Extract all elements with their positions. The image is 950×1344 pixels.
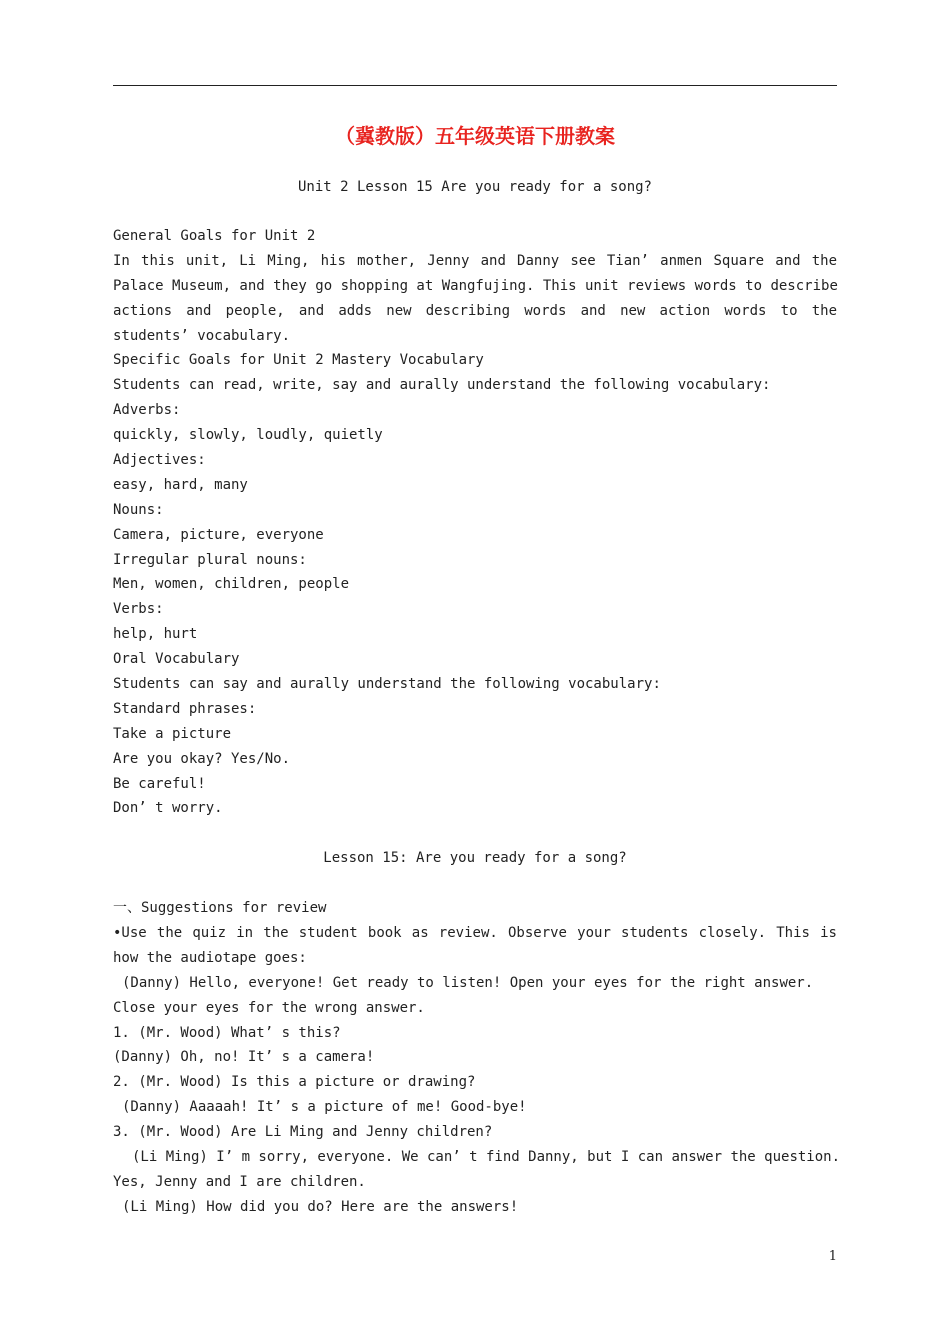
specific-goals-heading: Specific Goals for Unit 2 Mastery Vocabulary: [113, 352, 484, 369]
oral-vocabulary-heading: Oral Vocabulary: [113, 651, 240, 668]
answer-line: (Li Ming) I’ m sorry, everyone. We can’ t find Danny, but I can answer the question.: [132, 1148, 841, 1165]
verbs-label: Verbs:: [113, 601, 164, 618]
intro-line: Palace Museum, and they go shopping at Wangfujing. This unit reviews words to describe: [113, 277, 838, 294]
header-rule: [113, 85, 837, 86]
answer-line: (Danny) Oh, no! It’ s a camera!: [113, 1049, 375, 1066]
review-bullet: how the audiotape goes:: [113, 949, 307, 966]
document-body: [113, 226, 841, 1222]
lesson-subtitle: Unit 2 Lesson 15 Are you ready for a song?: [297, 179, 652, 195]
intro-line: students’ vocabulary.: [113, 327, 291, 344]
answer-line: Yes, Jenny and I are children.: [113, 1173, 366, 1190]
spacer: [113, 873, 837, 898]
page-number: 1: [828, 1249, 837, 1264]
spacer: [113, 823, 837, 848]
adjectives-list: easy, hard, many: [113, 476, 248, 493]
question-line: 3. (Mr. Wood) Are Li Ming and Jenny children?: [113, 1124, 493, 1141]
nouns-list: Camera, picture, everyone: [113, 526, 324, 543]
phrase-item: Be careful!: [113, 775, 206, 792]
lesson-heading: Lesson 15: Are you ready for a song?: [323, 850, 627, 867]
adjectives-label: Adjectives:: [113, 452, 206, 469]
mastery-intro: Students can read, write, say and aurally understand the following vocabulary:: [113, 377, 771, 394]
document-title: （冀教版）五年级英语下册教案: [335, 124, 615, 148]
question-line: 2. (Mr. Wood) Is this a picture or drawing?: [113, 1074, 476, 1091]
dialogue-line: (Danny) Hello, everyone! Get ready to listen! Open your eyes for the right answer.: [122, 974, 814, 991]
dialogue-line: Close your eyes for the wrong answer.: [113, 999, 425, 1016]
intro-line: actions and people, and adds new describing words and new action words to the: [113, 302, 837, 319]
irregular-plural-label: Irregular plural nouns:: [113, 551, 307, 568]
irregular-plural-list: Men, women, children, people: [113, 576, 350, 593]
general-goals-heading: General Goals for Unit 2: [113, 228, 316, 244]
adverbs-label: Adverbs:: [113, 402, 181, 419]
closing-line: (Li Ming) How did you do? Here are the answers!: [122, 1198, 519, 1215]
review-bullet: •Use the quiz in the student book as review. Observe your students closely. This is: [113, 924, 837, 941]
phrase-item: Take a picture: [113, 725, 232, 742]
oral-vocabulary-intro: Students can say and aurally understand the following vocabulary:: [113, 676, 661, 693]
verbs-list: help, hurt: [113, 626, 198, 643]
phrase-item: Don’ t worry.: [113, 800, 223, 817]
question-line: 1. (Mr. Wood) What’ s this?: [113, 1024, 341, 1041]
phrase-item: Are you okay? Yes/No.: [113, 750, 291, 767]
intro-line: In this unit, Li Ming, his mother, Jenny and Danny see Tian’ anmen Square and the: [113, 252, 837, 269]
answer-line: (Danny) Aaaaah! It’ s a picture of me! Good-bye!: [122, 1099, 527, 1116]
standard-phrases-label: Standard phrases:: [113, 700, 257, 717]
adverbs-list: quickly, slowly, loudly, quietly: [113, 427, 383, 444]
review-heading: 一、Suggestions for review: [113, 900, 327, 917]
nouns-label: Nouns:: [113, 501, 164, 518]
